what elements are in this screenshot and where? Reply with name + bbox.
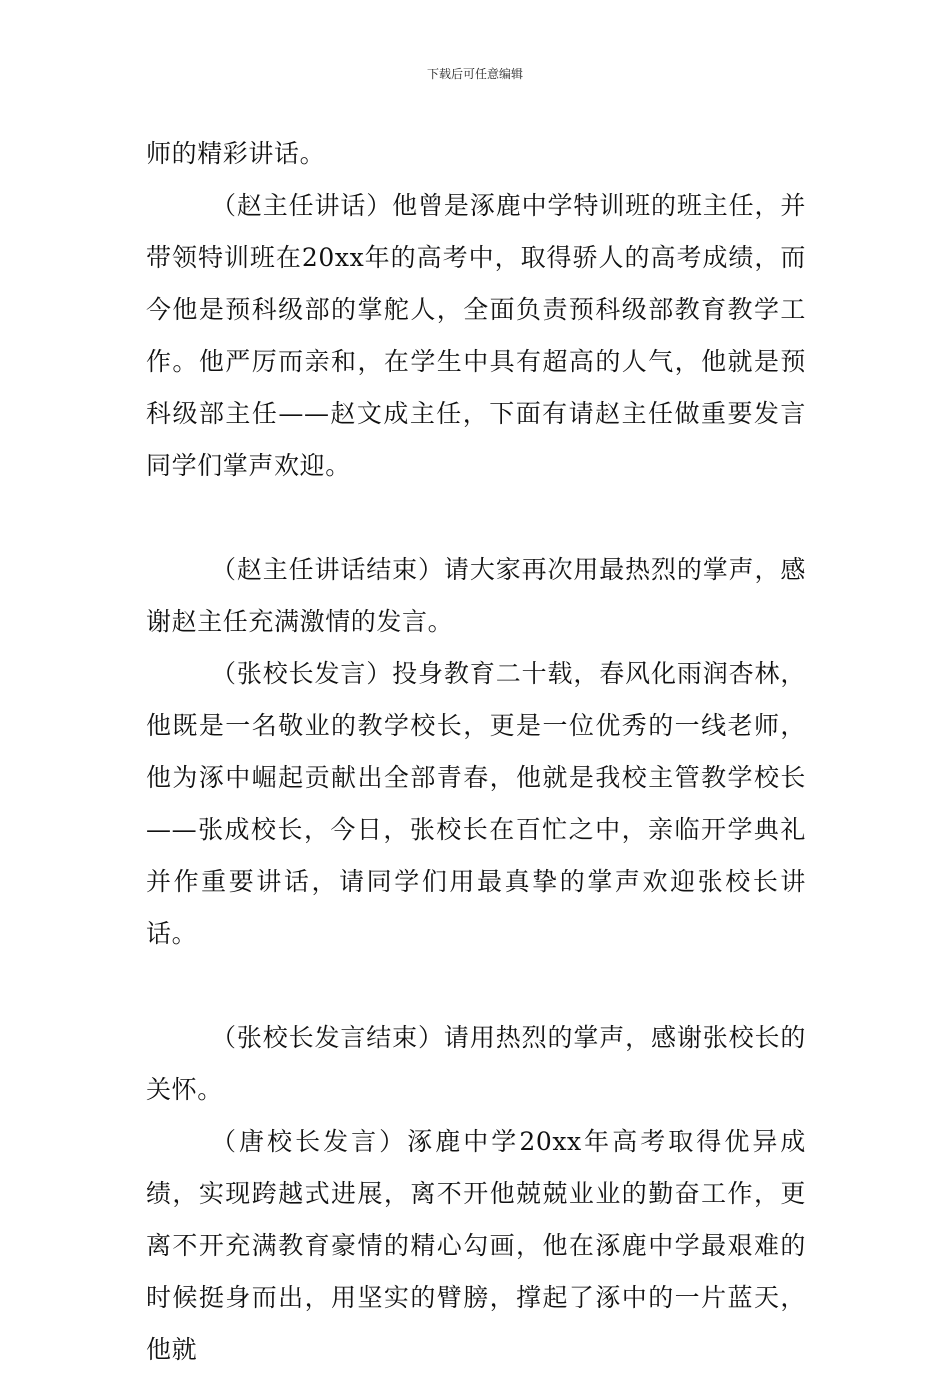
paragraph-zhao-speech-end: （赵主任讲话结束）请大家再次用最热烈的掌声，感谢赵主任充满激情的发言。: [146, 555, 806, 636]
paragraph-tang-speech-intro: （唐校长发言）涿鹿中学20xx年高考取得优异成绩，实现跨越式进展，离不开他兢兢业业的勤奋工作，更离不开充满教育豪情的精心勾画，他在涿鹿中学最艰难的时候挺身而出，用坚实的臂膀，撑起了涿中的一片蓝天，他就: [146, 1127, 806, 1364]
paragraph-zhang-speech-intro: （张校长发言）投身教育二十载，春风化雨润杏林，他既是一名敬业的教学校长，更是一位优秀的一线老师，他为涿中崛起贡献出全部青春，他就是我校主管教学校长——张成校长，今日，张校长在百忙之中，亲临开学典礼并作重要讲话，请同学们用最真挚的掌声欢迎张校长讲话。: [146, 659, 806, 948]
page-header-note: 下载后可任意编辑: [426, 67, 523, 81]
paragraph-continuation: 师的精彩讲话。: [146, 139, 326, 168]
document-body: [146, 128, 806, 1376]
paragraph-zhao-speech-intro: （赵主任讲话）他曾是涿鹿中学特训班的班主任，并带领特训班在20xx年的高考中，取得骄人的高考成绩，而今他是预科级部的掌舵人，全面负责预科级部教育教学工作。他严厉而亲和，在学生中具有超高的人气，他就是预科级部主任——赵文成主任，下面有请赵主任做重要发言同学们掌声欢迎。: [146, 191, 806, 480]
paragraph-spacer: [146, 492, 806, 544]
paragraph-spacer: [146, 960, 806, 1012]
paragraph-zhang-speech-end: （张校长发言结束）请用热烈的掌声，感谢张校长的关怀。: [146, 1023, 806, 1104]
